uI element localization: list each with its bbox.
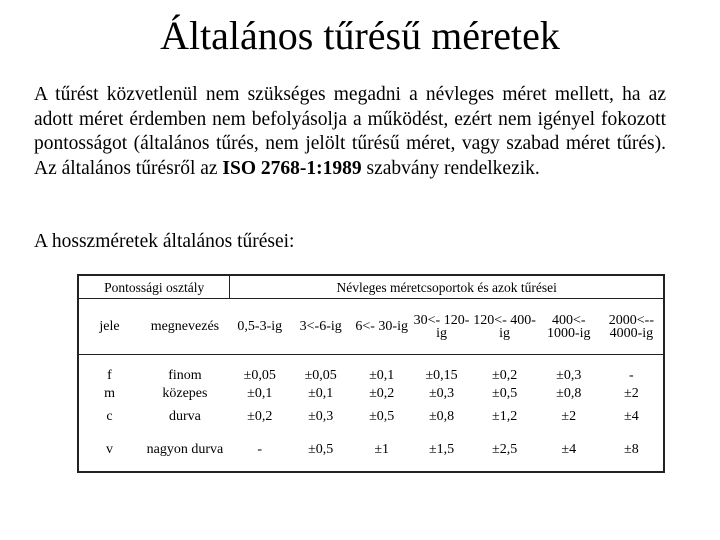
table-cell: közepes xyxy=(162,386,208,401)
table-row xyxy=(78,355,664,383)
table-cell: ±2 xyxy=(561,409,577,424)
table-cell: v xyxy=(106,442,113,457)
table-subheader-row xyxy=(78,299,664,355)
table-cell: ±0,1 xyxy=(308,386,334,401)
table-cell: m xyxy=(104,386,115,401)
col-header: 3<-6-ig xyxy=(290,299,352,355)
col-header: 120<- 400-ig xyxy=(471,299,537,355)
table-cell: ±0,15 xyxy=(425,368,458,383)
table-cell: ±0,2 xyxy=(369,386,395,401)
col-header: 6<- 30-ig xyxy=(352,299,412,355)
col-header: 30<- 120-ig xyxy=(412,299,472,355)
table-cell: finom xyxy=(168,368,202,383)
table-row xyxy=(78,428,664,472)
col-header: jele xyxy=(78,299,140,355)
table-cell: ±0,05 xyxy=(243,368,276,383)
table-cell: ±0,1 xyxy=(247,386,273,401)
intro-paragraph xyxy=(34,83,666,181)
table-cell: ±0,2 xyxy=(492,368,518,383)
col-header: 2000<-- 4000-ig xyxy=(600,299,664,355)
standard-reference: ISO 2768-1:1989 xyxy=(222,157,362,179)
page-title: Általános tűrésű méretek xyxy=(160,13,560,58)
col-header: megnevezés xyxy=(140,299,230,355)
table-cell: ±1,2 xyxy=(492,409,518,424)
col-header: 400<- 1000-ig xyxy=(538,299,600,355)
table-heading: A hosszméretek általános tűrései: xyxy=(34,231,295,252)
table-cell: ±0,05 xyxy=(304,368,337,383)
intro-text-end: szabvány rendelkezik. xyxy=(361,157,540,179)
col-header: 0,5-3-ig xyxy=(230,299,290,355)
table-cell: ±0,8 xyxy=(428,409,455,424)
header-precision-class: Pontossági osztály xyxy=(78,275,230,299)
table-cell: ±0,3 xyxy=(308,409,334,424)
table-cell: c xyxy=(106,409,113,424)
table-cell: - xyxy=(629,368,634,383)
table-cell: ±0,5 xyxy=(308,442,334,457)
tolerance-table xyxy=(77,274,665,473)
table-cell: nagyon durva xyxy=(146,442,224,457)
table-cell: ±0,2 xyxy=(247,409,273,424)
table-cell: f xyxy=(107,368,112,383)
table-cell: ±4 xyxy=(624,409,639,424)
intro-text: A tűrést közvetlenül nem szükséges megadni a névleges méret mellett, ha az adott méret érdemben nem befolyásolja a működést, ezért nem igényel fokozott pontosságot (általános tűrés, nem jelölt tűrésű méret, vagy szabad méret tűrés). Az általános tűrésről az xyxy=(34,84,666,179)
table-cell: ±1,5 xyxy=(428,442,455,457)
header-size-groups: Névleges méretcsoportok és azok tűrései xyxy=(230,275,664,299)
table-cell: ±2,5 xyxy=(492,442,518,457)
table-cell: durva xyxy=(168,409,201,424)
table-cell: ±2 xyxy=(624,386,639,401)
table-header-row xyxy=(78,275,664,299)
table-cell: ±0,3 xyxy=(428,386,455,401)
table-cell: ±4 xyxy=(561,442,577,457)
table-cell: ±1 xyxy=(374,442,389,457)
table-cell: ±0,1 xyxy=(369,368,395,383)
table-cell: ±0,3 xyxy=(556,368,582,383)
table-cell: ±0,5 xyxy=(369,409,395,424)
table-cell: ±0,8 xyxy=(556,386,582,401)
table-cell: - xyxy=(257,442,263,457)
table-cell: ±0,5 xyxy=(492,386,518,401)
table-row xyxy=(78,405,664,428)
table-row xyxy=(78,382,664,405)
table-cell: ±8 xyxy=(624,442,639,457)
